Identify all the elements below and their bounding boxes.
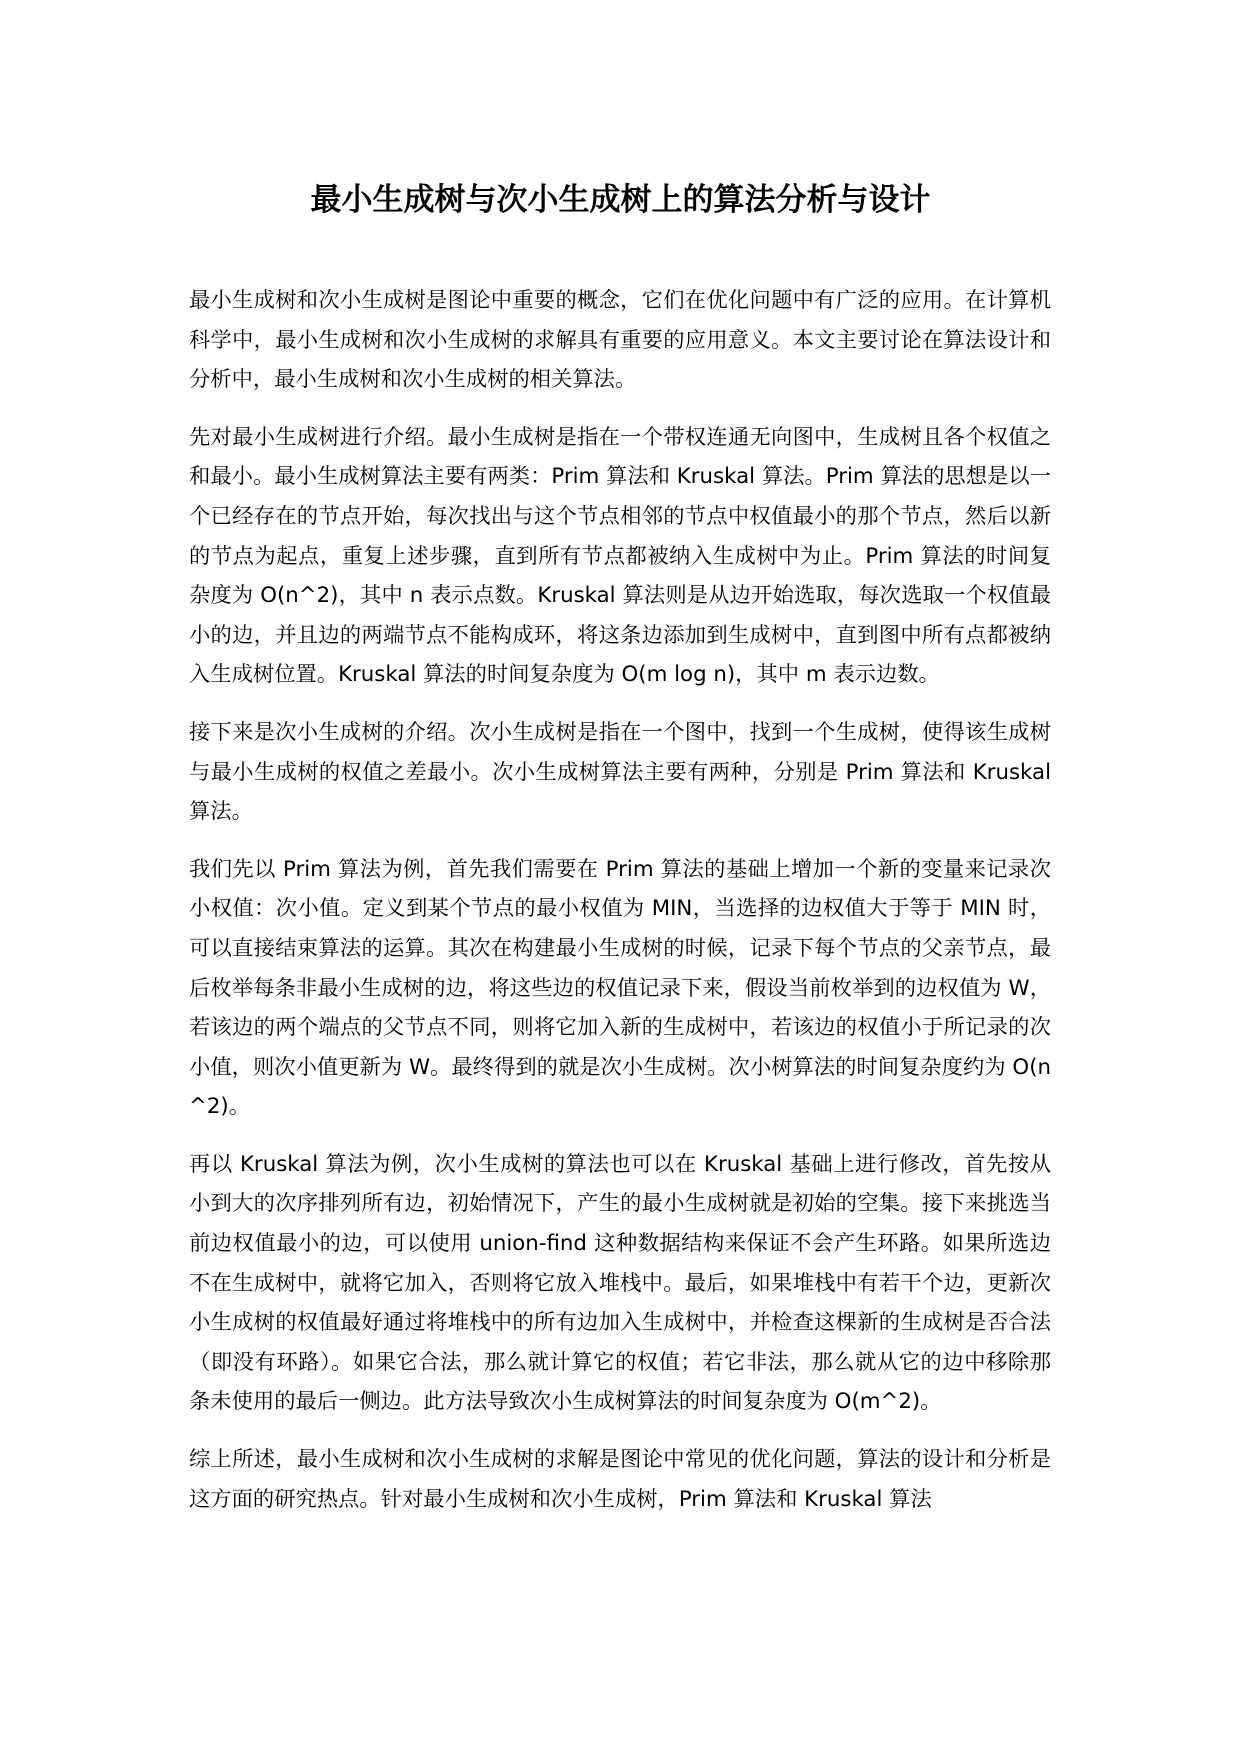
paragraph-prim: 我们先以 Prim 算法为例，首先我们需要在 Prim 算法的基础上增加一个新的变量来记录次小权值：次小值。定义到某个节点的最小权值为 MIN，当选择的边权值大于等于 MIN 时，可以直接结束算法的运算。其次在构建最小生成树的时候，记录下每个节点的父亲节点，最后枚举每条非最小生成树的边，将这些边的权值记录下来，假设当前枚举到的边权值为 W，若该边的两个端点的父节点不同，则将它加入新的生成树中，若该边的权值小于所记录的次小值，则次小值更新为 W。最终得到的就是次小生成树。次小树算法的时间复杂度约为 O(n^2)。 xyxy=(189,856,1051,1120)
document-body xyxy=(189,281,1051,1537)
paragraph-mst: 先对最小生成树进行介绍。最小生成树是指在一个带权连通无向图中，生成树且各个权值之和最小。最小生成树算法主要有两类：Prim 算法和 Kruskal 算法。Prim 算法的思想是以一个已经存在的节点开始，每次找出与这个节点相邻的节点中权值最小的那个节点，然后以新的节点为起点，重复上述步骤，直到所有节点都被纳入生成树中为止。Prim 算法的时间复杂度为 O(n^2)，其中 n 表示点数。Kruskal 算法则是从边开始选取，每次选取一个权值最小的边，并且边的两端节点不能构成环，将这条边添加到生成树中，直到图中所有点都被纳入生成树位置。Kruskal 算法的时间复杂度为 O(m log n)，其中 m 表示边数。 xyxy=(189,424,1051,688)
paragraph-summary: 综上所述，最小生成树和次小生成树的求解是图论中常见的优化问题，算法的设计和分析是这方面的研究热点。针对最小生成树和次小生成树，Prim 算法和 Kruskal 算法 xyxy=(189,1447,1051,1512)
paragraph-kruskal: 再以 Kruskal 算法为例，次小生成树的算法也可以在 Kruskal 基础上进行修改，首先按从小到大的次序排列所有边，初始情况下，产生的最小生成树就是初始的空集。接下来挑选当前边权值最小的边，可以使用 union-find 这种数据结构来保证不会产生环路。如果所选边不在生成树中，就将它加入，否则将它放入堆栈中。最后，如果堆栈中有若干个边，更新次小生成树的权值最好通过将堆栈中的所有边加入生成树中，并检查这棵新的生成树是否合法（即没有环路）。如果它合法，那么就计算它的权值；若它非法，那么就从它的边中移除那条未使用的最后一侧边。此方法导致次小生成树算法的时间复杂度为 O(m^2)。 xyxy=(189,1151,1051,1415)
paragraph-second-mst: 接下来是次小生成树的介绍。次小生成树是指在一个图中，找到一个生成树，使得该生成树与最小生成树的权值之差最小。次小生成树算法主要有两种，分别是 Prim 算法和 Kruskal 算法。 xyxy=(189,719,1051,825)
paragraph-intro: 最小生成树和次小生成树是图论中重要的概念，它们在优化问题中有广泛的应用。在计算机科学中，最小生成树和次小生成树的求解具有重要的应用意义。本文主要讨论在算法设计和分析中，最小生成树和次小生成树的相关算法。 xyxy=(189,288,1051,393)
document-title: 最小生成树与次小生成树上的算法分析与设计 xyxy=(310,182,931,218)
